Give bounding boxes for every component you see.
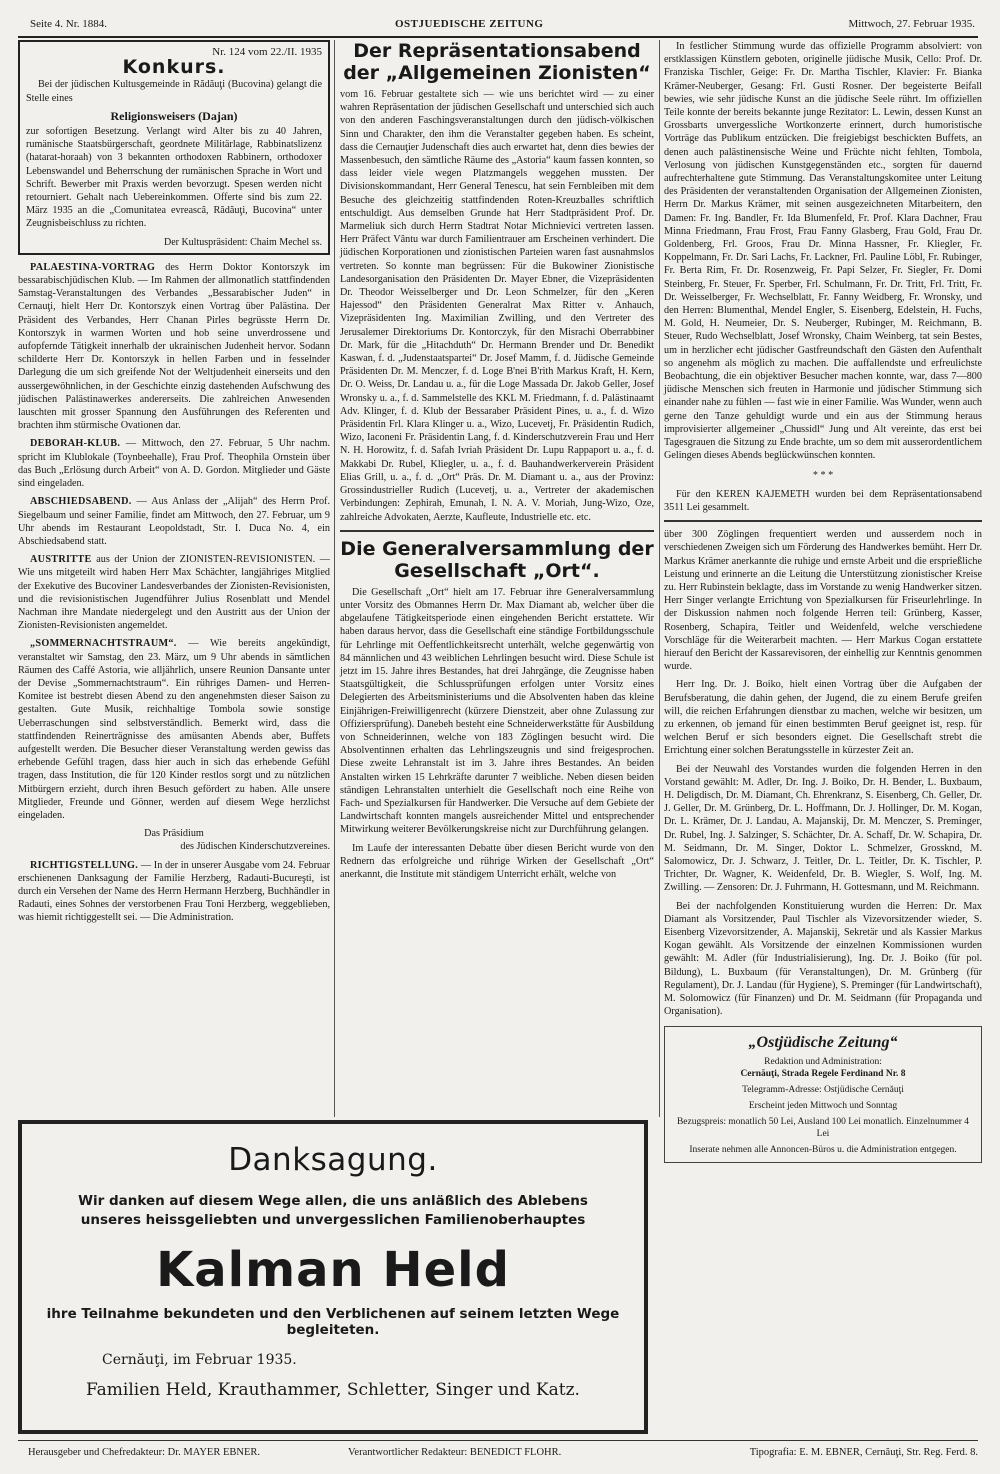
danksagung-notice <box>18 1120 648 1434</box>
article-body: über 300 Zöglingen frequentiert werden und ausserdem noch in verschiedenen Zweigen sich um Förderung des Handwerkes bemüht. Herr Dr. Markus Krämer anerkannte die ruhige und ernste Arbeit und die ersprießliche Leistung und erinnerte an die Leitung die Unterstützung zionistischer Kreise zu. Herr Rubinstein beklagte, dass im Vorstande zu wenig Handwerker sitzen. Herr Singer verlangte Errichtung von Spezialkursen für Friseurlehrlinge. In der Diskussion nahmen noch folgende Herren teil: Grünberg, Kasser, Rosenberg, Schapira, Teitler und Weidenfeld, welche verschiedene Vorschläge für die Weiterarbeit machten. — Herr Markus Cogan erstattete hierauf den Bericht der Kassarevisoren, der einhellig zur Kenntnis genommen wurde. <box>664 529 982 673</box>
footer-publisher: Herausgeber und Chefredakteur: Dr. MAYER EBNER. <box>28 1447 261 1458</box>
page-header <box>30 18 975 34</box>
article-abschied: ABSCHIEDSABEND. — Aus Anlass der „Alijah“ des Herrn Prof. Siegelbaum und seiner Familie, findet am Mittwoch, den 27. Februar, um 9 Uhr abends im Restaurant Leopoldstadt, Str. I. Duca No. 4, ein Abschiedsabend statt. <box>18 496 330 547</box>
column-divider <box>659 40 660 1117</box>
article-body: Bei der Neuwahl des Vorstandes wurden die folgenden Herren in den Vorstand gewählt: M. Adler, Dr. Ing. J. Boiko, Dr. H. Bender, L. Buxbaum, H. Deligdisch, Dr. M. Diamant, Ch. Ehrenkranz, S. Eisenberg, Ch. Geller, Dr. J. Geller, Dr. M. Grünberg, Dr. L. Hoffmann, Dr. J. Hollinger, Dr. M. Kogan, Dr. L. Krämer, Dr. J. Landau, A. Majanskij, Dr. M. Menczer, S. Preminger, Dr. Rubel, Ing. J. Salzinger, S. Schächter, Dr. A. Schaff, Dr. W. Schapira, Dr. M. Seidmann, Dr. M. Singer, Doktor L. Schmelzer, Grossknd, M. Salomowicz, Dr. J. Schwarz, J. Teitler, Dr. L. Teitler, Dr. K. Tischler, P. Trichter, Dr. Wagner, K. Weidenfeld, Dr. B. Wiegler, S. Wolf, Ing. M. Zwilling. — Zensoren: Dr. J. Fuhrmann, H. Gottesmann, und M. Reichmann. <box>664 763 982 894</box>
imprint-line: Inserate nehmen alle Annoncen-Büros u. die Administration entgegen. <box>689 1145 957 1156</box>
newspaper-title: OSTJUEDISCHE ZEITUNG <box>395 18 544 30</box>
article-sommernachtstraum: „SOMMERNACHTSTRAUM“. — Wie bereits angekündigt, veranstaltet wir Samstag, den 23. März, um 9 Uhr abends in sämtlichen Räumen des Caffé Astoria, wie alljährlich, unsere Reunion Dansante unter der Devise „Sommernachtstraum“. Ein rühriges Damen- und Herren-Komitee ist bestrebt diesen Abend zu den angenehmsten dieser Saison zu gestalten. Gute Musik, reichhaltige Tombola sowie sonstige Ueberraschungen sind selbstverständlich. Bemerkt wird, dass die stattfindenden Reinerträgnisse des amüsanten Abends aber, Buffets aufgestellt werden. Die Besucher dieser Veranstaltung werden gewiss das erhebende Gefühl tragen, dass hier auch in sich das erhebende Gefühl tragen, dass Institution, die für 120 Kinder restlos sorgt und zu nützlichen Mitbürgern erzieht, durch ihren Besuch gefördert zu haben. Alle unsere Mitglieder, Freunde und Gönner, werden auf diesem Wege herzlichst eingeladen. <box>18 638 331 821</box>
danksagung-text: ihre Teilnahme bekundeten und den Verblichenen auf seinem letzten Wege begleiteten. <box>46 1306 620 1338</box>
article-body: Die Gesellschaft „Ort“ hielt am 17. Februar ihre Generalversammlung unter Vorsitz des Obmannes Herrn Dr. Max Diamant ab, welcher über die abgelaufene Tätigkeitsperiode einen eingehenden Bericht erstattete. Wir haben daraus hervor, dass die Gesellschaft eine ständige Fortbildungsschule für Lehrlinge mit Oeffentlichkeitsrecht unterhält, welche gegenwärtig von 84 männlichen und 43 weiblichen Lehrlingen besucht wird. Diese Schule ist jetzt im 15. Jahre ihres Bestandes, hat drei Jahrgänge, die Zeugnisse haben Staatsgültigkeit, die Schlussprüfungen erfolgen unter Vorsitz eines Delegierten des Arbeitsministeriums und die Absolventen haben das kleine Einjährigen-Freiwilligenrecht (kürzere Dienstzeit, aber ohne Zulassung zur Offiziersprüfung). Danebeh besteht eine Schneiderwerkstätte für Ausbildung von Schneiderinnen, welche von 183 Zöglingen besucht wird. Die Absolventinnen erhalten das Lehrlingszeugnis und sind freigesprochen. Diese zweite Lehranstalt ist im 3. Jahre ihres Bestandes. An beiden Anstalten wirken 15 Lehrkräfte darunter 7 weibliche. Neben diesen beiden ständigen Lehranstalten unterhielt die Gesellschaft noch eine Reihe von Fach- und Spezialkursen für Handwerker. Die Versuche auf dem Gebiete der Landwirtschaft konnten mangels ausreichender Mittel und entsprechender Mitwirkung weiterer Bevölkerungskreise nicht zur Durchführung gelangen. <box>340 586 654 836</box>
section-rule <box>340 530 654 532</box>
article-signature: des Jüdischen Kinderschutzvereines. <box>180 841 330 853</box>
deceased-name: Kalman Held <box>156 1242 510 1298</box>
imprint-line: Telegramm-Adresse: Ostjüdische Cernăuţi <box>742 1085 904 1096</box>
issue-date: Mittwoch, 27. Februar 1935. <box>848 18 975 30</box>
notice-number: Nr. 124 vom 22./II. 1935 <box>212 46 322 58</box>
article-palaestina: PALAESTINA-VORTRAG des Herrn Doktor Kontorszyk im bessarabischjüdischen Klub. — Im Rahmen der allmonatlich stattfindenden Samstag-Veranstaltungen des Verbandes „Bessarabischer Juden“ in Cernauţi, hielt Herr Dr. Kontorszyk einen Vortrag über Palästina. Der Präsident des Verbandes, Herr Chanan Pirles begrüsste Herrn Dr. Kontorszyk in warmen Worten und hob seine unverdrossene und aufopfernde Tätigkeit innerhalb der ukrainischen Judenheit hervor. Sodann schilderte Herr Dr. Kontorszyk in hellen Farben und in fesselnder Darlegung die um sich greifende Not der Weltjudenheit einerseits und den aussergewöhnlichen, in der Geschichte einzig dastehenden Aufschwung des jüdischen Palästinawerkes andererseits. Die zahlreichen Anwesenden lauschten mit grosser Spannung den Ausführungen des Referenten und brachten ihm stürmische Ovationen dar. <box>18 261 330 432</box>
imprint-line: Erscheint jeden Mittwoch und Sonntag <box>748 1101 898 1112</box>
article-body: vom 16. Februar gestaltete sich — wie uns berichtet wird — zu einer wahren Repräsentation der jüdischen Gesellschaft und unterschied sich auch von den anderen Faschingsveranstaltungen durch den jüdisch-völkischen Sinn und Charakter, den ihm die Veranstalter gegeben haben. Es scheint, dass die Cernauţier Judenschaft dies auch erwartet hat, denn dies bewies der Massenbesuch, den sämtliche Räume des „Astoria“ kaum fassen konnten, so dass leider viele wegen Platzmangels weggehen mussten. Der Divisionskommandant, Herr General Tenescu, hat sein Fernbleiben mit dem Besuche des gleichzeitig stattfindenden Roten-Kreuzballes schriftlich entschuldigt. Aus demselben Grunde hat Herr Stadtpräsident Prof. Dr. Marmeliuk sich durch Herrn Stadtrat Notar Michnievici vertreten lassen. Herr Präfect Vântu war durch Familientrauer am Erscheinen verhindert. Die jüdischen Korporationen und zionistischen Parteien waren fast ausnahmslos vertreten. So konnte man begrüssen: Für die Bukowiner Zionistische Landesorganisation den Präsidenten Dr. Mayer Ebner, die Vizepräsidenten Dr. Theodor Weisselberger und Dr. Leon Schmelzer, für den „Keren Hajessod“ den Präsidenten Generalrat Max Ritter v. Anhauch, Vizepräsidenten Ing. Maximilian Zwilling, und den Vertreter des Jerusalemer Direktoriums Dr. Kontorczyk, für den Misrachi Oberrabbiner Dr. Mark, für die „Hitachduth“ Dr. Hermann Brender und Dr. Benedikt Kaswan, f. d. „Judenstaatspartei“ Dr. Josef Mamm, f. d. Jüdische Gemeinde Präsidenten Dr. M. Menczer, f. d. Loge B'nei B'rith Markus Kraft, H. Kern, Dr. O. Weiss, Dr. Landau u. a., für die Loge Massada Dr. Jakob Geller, Josef Wronsky u. a., f. d. Sammelstelle des KKL M. Friedmann, f. d. Palästinaamt Adv. Klinger, f. d. Klub der Bessaraber Präsident Pines, u. a., f. d. Wizo Präsidentin Frl. Klara Klinger u. a., Wizo, Lucevetj, Fr. Präsidentin Rudich, Wizo, Iaconeni Fr. Präsidentin Lang, f. d. Kinderschutzverein Frau und Herr N. H. Horowitz, f. d. Safah Ivriah Präsident Dr. Lupu Rappaport u. a., f. d. Makkabi Dr. Rubel, Kliegler, u. a., f. d. Bauhandwerkerverein Präsident Elias Grill, u. a., f. d. „Ort“ Präs. Dr. M. Diamant u. a., aus der Provinz: Grossindustrieller Rudich (Lucevetj, u. a., Vertreter der akademischen Verbindungen: Zephirah, Emunah, I. N. A. V. Moriah, Jung-Wizo, Oze, zahlreiche Advokaten, Aerzte, Kaufleute, Industrielle etc. etc. <box>340 89 654 523</box>
imprint-line: Bezugspreis: monatlich 50 Lei, Ausland 100 Lei monatlich. Einzelnummer 4 Lei <box>676 1117 970 1140</box>
keren-kajemeth-note: Für den KEREN KAJEMETH wurden bei dem Repräsentationsabend 3511 Lei gesammelt. <box>664 488 982 513</box>
footer-editor: Verantwortlicher Redakteur: BENEDICT FLOHR. <box>348 1447 562 1458</box>
article-signature: Das Präsidium <box>144 828 204 840</box>
danksagung-families: Familien Held, Krauthammer, Schletter, Singer und Katz. <box>86 1380 580 1400</box>
danksagung-place: Cernăuţi, im Februar 1935. <box>102 1352 297 1368</box>
imprint-title: „Ostjüdische Zeitung“ <box>748 1034 898 1052</box>
page-footer <box>18 1440 978 1458</box>
header-rule <box>18 36 978 38</box>
article-austritte: AUSTRITTE aus der Union der ZIONISTEN-REVISIONISTEN. — Wie uns mitgeteilt wird haben Herr Max Schächter, langjähriges Mitglied der Exekutive des Bucoviner Landesverbandes der Zionisten-Revisionisten, und die revisionistischen Jugendführer Julius Rosenblatt und Mendel Nachman ihre Mandate niedergelegt und den Austritt aus der Union der Zionisten-Revisionisten angemeldet. <box>18 554 330 632</box>
article-body: Bei der nachfolgenden Konstituierung wurden die Herren: Dr. Max Diamant als Vorsitzender, Paul Tischler als Vizevorsitzender wieder, S. Eisenberg Vizevorsitzender, A. Majanskij, Sekretär und als Kassier Markus Kogan gewählt. Als Vorsitzende der einzelnen Kommissionen wurden gewählt: M. Adler (für Industrialisierung), Ing. Dr. J. Boiko (für pol. Bildung), L. Buxbaum (für Veranstaltungen), Dr. M. Grünberg (für Regulament), Dr. J. Landau (für Hygiene), S. Preminger (für Landwirtschaft), M. Solomowicz (für Finanzen) und Dr. M. Seidmann (für Propaganda und Organisation). <box>664 900 982 1018</box>
notice-signature: Der Kultuspräsident: Chaim Mechel ss. <box>163 236 322 248</box>
article-body: Im Laufe der interessanten Debatte über diesen Bericht wurde von den Rednern das erfolgreiche und rührige Wirken der Gesellschaft „Ort“ anerkannt, die Institute mit ständigem Unterricht erhält, welche von <box>340 842 654 880</box>
imprint-line: Redaktion und Administration: <box>764 1057 882 1068</box>
article-body: In festlicher Stimmung wurde das offizielle Programm absolviert: von erstklassigen Künstlern geboten, originelle jüdische Musik, Cello: Prof. Dr. Franziska Tischler, Geige: Fr. Dr. Martha Tischler, Klavier: Fr. Bianka Krämer-Neuberger, Gesang: Frl. Gusti Rosner. Der begeisterte Beifall bewies, wie sehr jüdische Kunst an die jüdische Seele rührt. Im offiziellen Teile konnte der bereits bekannte junge Rezitator: L. Lewin, dessen Kunst an Grossbarts unvergessliche Wortkonzerte erinnert, durch humoristische Vorträge das Publikum entzücken. Die freigiebigst beschickten Buffets, an denen auch palästinensische Weine und Früchte nicht fehlten, Tombola, Verlosung von jüdischen Kunstgegenständen etc., sorgten für dauernd aufrechterhaltene gute Stimmung. Das Veranstaltungskomitee unter Leitung des Präsidenten der veranstaltenden Organisation der Allgemeinen Zionisten, Herrn Dr. Markus Krämer, mit seinen ausgezeichneten Mitarbeitern, den Damen: Fr. Ing. Bandler, Fr. Ida Blumenfeld, Fr. Prof. Klara Dachner, Frau Minna Friedmann, Frau Frost, Frau Fanny Glasberg, Frau Gold, Frau Dr. Goldenberg, Frl. Groos, Frau Dr. Minna Hassner, Fr. Kliegler, Fr. Koppelmann, Fr. Dr. Sari Lachs, Fr. Lackner, Frl. Pauline Löbl, Fr. Rubinger, Fr. Berta Rim, Fr. Dr. Rosenzweig, Fr. Papi Selzer, Fr. Siegler, Fr. Domi Steinberg, Fr. Steuer, Fr. Sperber, Frl. Schulmann, Fr. Dr. Tritt, Frl. Tritt, Fr. Dr. Weisselberger, Fr. Wechselblatt, Fr. Fanny Weidberg, Fr. Wronsky, und den Herren: Blumenthal, Mendel Engler, S. Eisenberg, Edelstein, H. Fuchs, M. Gold, H. Neumeier, Dr. S. Neuberger, Rubinger, M. Reichmann, B. Steuer, Rudo Wechselblatt, Josef Wronsky, Chaim Weinberg, tat sein Bestes, um in herzlicher echt jüdischer Gastfreundschaft den Gästen den Aufenthalt so angenehm als möglich zu machen. Die auffallendste und erfreulichste Beobachtung, die ein objektiver Besucher machen konnte, war, dass 7—800 jüdische Menschen sich freuten in Harmonie und jüdischer Stimmung sich einander nahe zu fühlen — fast wie in einer Familie. Was Wunder, wenn auch gerne den Tanze gehuldigt wurde und ein aus der Stimmung heraus improvisierter allgemeiner „Chussidl“ Jung und Alt vereinte, das erst bei Tagesgrauen die Sitzung zu Ende brachte, um so dem mit ausserordentlichem Gelingen dieses Abends beglückwünschen konnten. <box>664 41 982 462</box>
imprint-line: Cernăuţi, Strada Regele Ferdinand Nr. 8 <box>740 1069 906 1080</box>
article-body: Herr Ing. Dr. J. Boiko, hielt einen Vortrag über die Aufgaben der Berufsberatung, die dahin gehen, der Jugend, die zu einem Berufe greifen will, die reichen Erfahrungen dienstbar zu machen, welche wir besitzen, um zu erkennen, ob jemand für einen bestimmten Beruf geeignet ist, resp. für welchen Beruf er sich besonders eignet. Die Gesellschaft strebt die Errichtung einer solchen Beratungsstelle in kürzester Zeit an. <box>664 679 982 757</box>
danksagung-text: Wir danken auf diesem Wege allen, die uns anläßlich des Ablebens unseres heissgeliebten und unvergesslichen Familienoberhauptes <box>78 1193 588 1228</box>
article-title: Die Generalversammlung der Gesellschaft „Ort“. <box>340 537 654 582</box>
article-deborah: DEBORAH-KLUB. — Mittwoch, den 27. Februar, 5 Uhr nachm. spricht im Klublokale (Toynbeehalle), Frau Prof. Theophila Ornstein über das Buch „Erlösung durch Arbeit“ von A. D. Gordon. Mitglieder und Gäste sind eingeladen. <box>18 438 330 490</box>
notice-body: zur sofortigen Besetzung. Verlangt wird Alter bis zu 40 Jahren, rumänische Staatsbürgerschaft, geordnete Militärlage, Rabbinatslizenz (hatarat-horaah) von 3 bekannten orthodoxen Rabbinern, orthodoxer Lebenswandel und Beherrschung der rumänischen Sprache in Wort und Schrift. Bewerber mit Praxis werden bevorzugt. Spesen werden nicht retourniert. Gehalt nach Uebereinkommen. Offerte sind bis zum 22. März 1935 an die „Comunitatea evreascâ, Rădăuţi, Bucovina“ unter Zeugnisbeischluss zu richten. <box>26 126 322 230</box>
section-divider-stars: * * * <box>812 469 834 481</box>
article-richtigstellung: RICHTIGSTELLUNG. — In der in unserer Ausgabe vom 24. Februar erschienenen Danksagung der Familie Herzberg, Radauti-Bucureşti, ist durch ein Versehen der Name des Herrn Hermann Herzberg, Buchhändler in Radauti, eines Sohnes der verstorbenen Frau Toni Herzberg, weggeblieben, was hiemit richtiggestellt sei. — Die Administration. <box>18 859 331 924</box>
footer-printer: Tipografia: E. M. EBNER, Cernăuţi, Str. Reg. Ferd. 8. <box>749 1447 978 1458</box>
column-1 <box>18 40 330 1117</box>
notice-intro: Bei der jüdischen Kultusgemeinde in Rădăuţi (Bucovina) gelangt die Stelle eines <box>26 79 322 104</box>
imprint-box <box>664 1026 982 1163</box>
column-3 <box>664 40 982 1156</box>
article-title: Der Repräsentationsabend der „Allgemeinen Zionisten“ <box>343 40 651 84</box>
danksagung-title: Danksagung. <box>228 1142 438 1178</box>
notice-position: Religionsweisers (Dajan) <box>110 108 238 123</box>
column-2 <box>340 40 654 1117</box>
notice-title: Konkurs. <box>122 56 226 79</box>
konkurs-notice <box>18 40 330 255</box>
page-number: Seite 4. Nr. 1884. <box>30 18 107 30</box>
column-divider <box>334 40 335 1117</box>
section-rule <box>664 520 982 522</box>
